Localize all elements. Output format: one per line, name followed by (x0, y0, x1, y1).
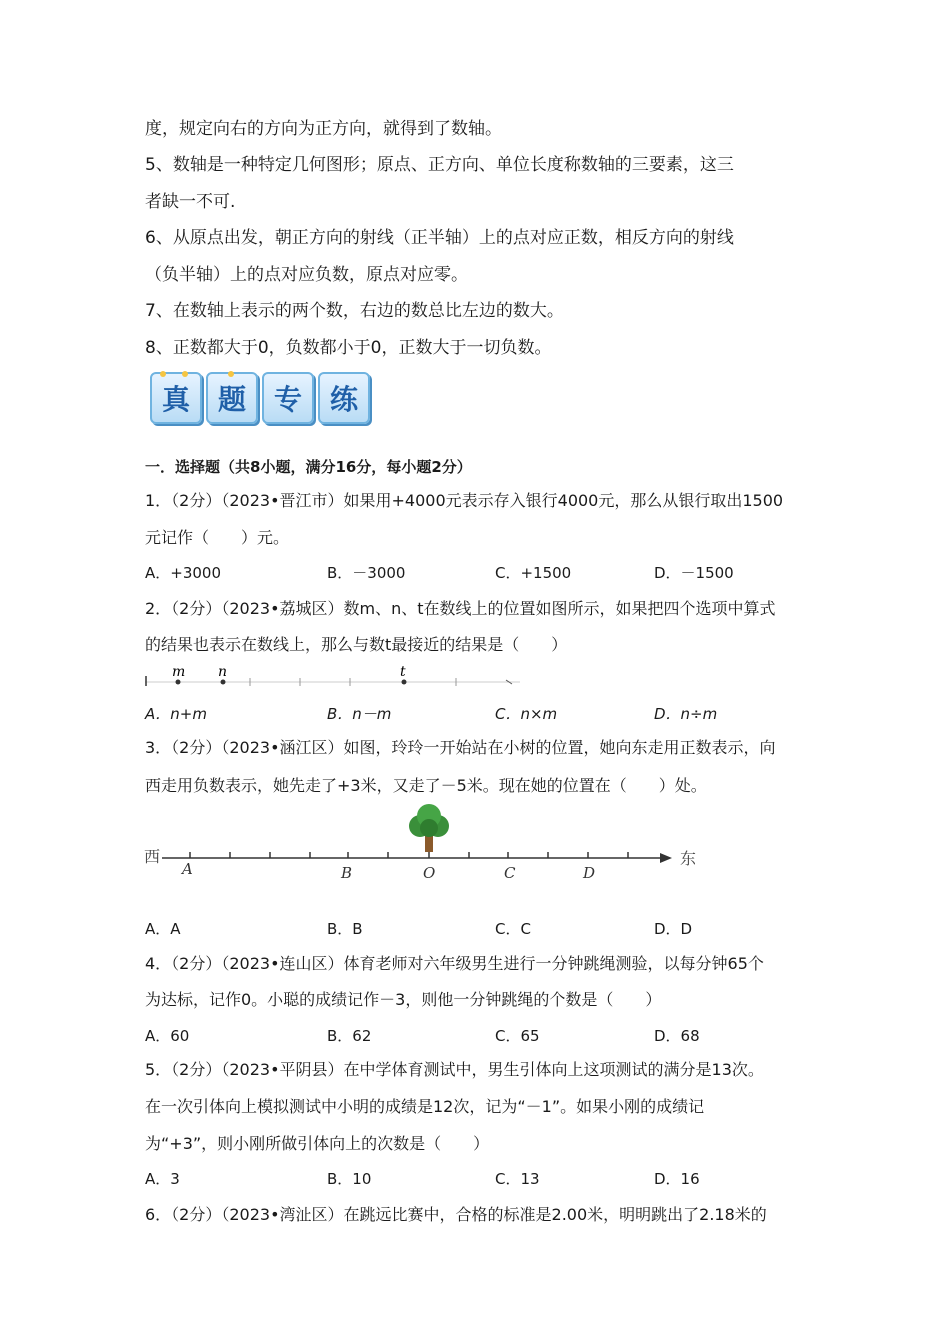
text-line: 7、在数轴上表示的两个数，右边的数总比左边的数大。 (145, 301, 564, 321)
option-d: D．68 (654, 1027, 700, 1045)
option-c: C．C (495, 920, 531, 938)
option-b: B．－3000 (327, 564, 406, 582)
point-n (221, 680, 226, 685)
text-line: 5、数轴是一种特定几何图形；原点、正方向、单位长度称数轴的三要素，这三 (145, 155, 734, 175)
option-a: A．3 (145, 1170, 180, 1188)
option-c: C．n×m (495, 705, 558, 723)
question-4-line: 为达标，记作0。小聪的成绩记作－3，则他一分钟跳绳的个数是（ ） (145, 990, 662, 1009)
option-b: B．62 (327, 1027, 372, 1045)
label-east: 东 (680, 849, 697, 868)
question-5-line: 为“+3”，则小刚所做引体向上的次数是（ ） (145, 1134, 490, 1153)
label-t: t (400, 664, 406, 680)
question-3-line: 西走用负数表示，她先走了+3米，又走了－5米。现在她的位置在（ ）处。 (145, 776, 707, 795)
option-b: B．n－m (327, 705, 392, 723)
option-d: D．n÷m (654, 705, 718, 723)
option-c: C．65 (495, 1027, 540, 1045)
option-b: B．10 (327, 1170, 372, 1188)
section-banner (150, 372, 368, 424)
option-a: A．60 (145, 1027, 190, 1045)
point-t (402, 680, 407, 685)
option-c: C．+1500 (495, 564, 572, 582)
tree-number-line-figure (140, 804, 710, 884)
question-2-line: 2．（2分）（2023•荔城区）数m、n、t在数线上的位置如图所示，如果把四个选项中算式 (145, 599, 776, 618)
point-label-c: C (504, 864, 516, 882)
label-n: n (218, 664, 228, 680)
question-1-line: 1．（2分）（2023•晋江市）如果用+4000元表示存入银行4000元，那么从银行取出1500 (145, 491, 784, 510)
banner-tile: 真 (150, 372, 202, 424)
option-a: A．A (145, 920, 181, 938)
option-d: D．D (654, 920, 693, 938)
text-line: 者缺一不可. (145, 192, 236, 212)
question-5-line: 5．（2分）（2023•平阴县）在中学体育测试中，男生引体向上这项测试的满分是13次。 (145, 1060, 764, 1079)
option-c: C．13 (495, 1170, 540, 1188)
banner-tile: 练 (318, 372, 370, 424)
label-west: 西 (144, 847, 161, 866)
option-d: D．16 (654, 1170, 700, 1188)
question-3-line: 3．（2分）（2023•涵江区）如图，玲玲一开始站在小树的位置，她向东走用正数表示，向 (145, 738, 776, 757)
section-heading: 一．选择题（共8小题，满分16分，每小题2分） (145, 458, 472, 476)
point-label-b: B (341, 864, 353, 882)
banner-tile: 专 (262, 372, 314, 424)
point-m (176, 680, 181, 685)
option-a: A．+3000 (145, 564, 222, 582)
text-line: （负半轴）上的点对应负数，原点对应零。 (145, 265, 468, 285)
question-1-line: 元记作（ ）元。 (145, 528, 290, 547)
tree-icon (409, 804, 449, 852)
label-m: m (172, 664, 186, 680)
option-a: A．n+m (145, 705, 207, 723)
text-line: 度，规定向右的方向为正方向，就得到了数轴。 (145, 119, 502, 139)
number-line-figure (140, 662, 540, 690)
question-6-line: 6．（2分）（2023•湾沚区）在跳远比赛中，合格的标准是2.00米，明明跳出了2.18米的 (145, 1205, 767, 1224)
question-5-line: 在一次引体向上模拟测试中小明的成绩是12次，记为“－1”。如果小刚的成绩记 (145, 1097, 705, 1116)
point-label-a: A (182, 860, 193, 878)
question-2-line: 的结果也表示在数线上，那么与数t最接近的结果是（ ） (145, 635, 568, 654)
question-4-line: 4．（2分）（2023•连山区）体育老师对六年级男生进行一分钟跳绳测验，以每分钟65个 (145, 954, 764, 973)
point-label-o: O (423, 864, 436, 882)
text-line: 8、正数都大于0，负数都小于0，正数大于一切负数。 (145, 338, 552, 358)
text-line: 6、从原点出发，朝正方向的射线（正半轴）上的点对应正数，相反方向的射线 (145, 228, 734, 248)
option-b: B．B (327, 920, 363, 938)
option-d: D．－1500 (654, 564, 734, 582)
point-label-d: D (583, 864, 596, 882)
banner-tile: 题 (206, 372, 258, 424)
